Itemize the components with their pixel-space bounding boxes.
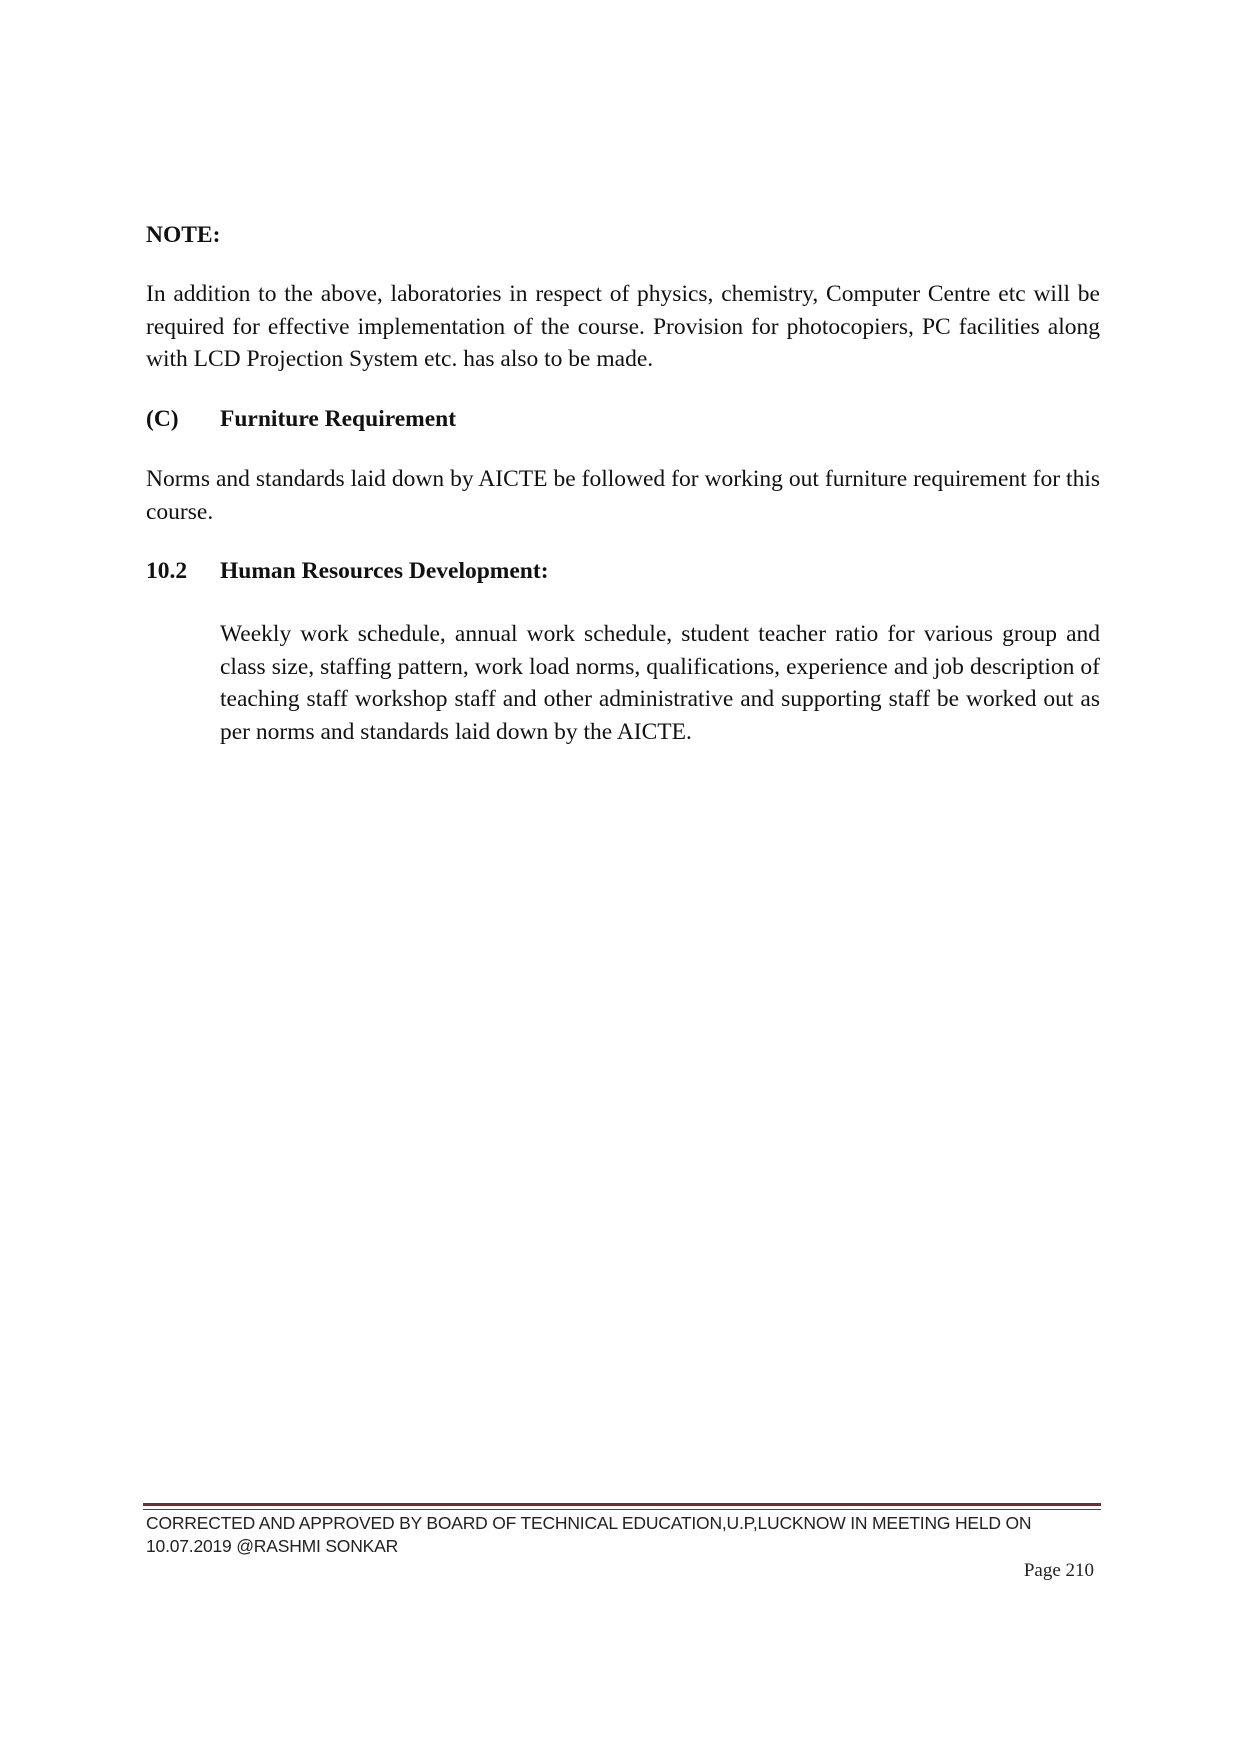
footer-divider-thick — [143, 1503, 1101, 1506]
section-10-2-title: Human Resources Development: — [220, 558, 549, 584]
section-c-number: (C) — [146, 406, 179, 432]
section-c-title: Furniture Requirement — [220, 406, 457, 432]
note-heading: NOTE: — [146, 222, 221, 248]
footer-divider-thin — [143, 1509, 1101, 1510]
page-number: Page 210 — [1023, 1560, 1094, 1581]
section-10-2-heading — [146, 555, 1100, 588]
footer-line-1: CORRECTED AND APPROVED BY BOARD OF TECHNICAL EDUCATION,U.P,LUCKNOW IN MEETING HELD ON — [146, 1513, 1032, 1533]
furniture-paragraph: Norms and standards laid down by AICTE be followed for working out furniture requirement for this course. — [146, 466, 1100, 525]
footer-approval-text — [146, 1512, 1106, 1558]
hrd-paragraph: Weekly work schedule, annual work schedule, student teacher ratio for various group and class size, staffing pattern, work load norms, qualifications, experience and job description of teaching staff workshop staff and other administrative and supporting staff be worked out as per norms and standards laid down by the AICTE. — [220, 621, 1100, 745]
note-paragraph: In addition to the above, laboratories in respect of physics, chemistry, Computer Centre etc will be required for effective implementation of the course. Provision for photocopiers, PC facilities along with LCD Projection System etc. has also to be made. — [146, 281, 1100, 372]
footer-line-2: 10.07.2019 @RASHMI SONKAR — [146, 1536, 399, 1556]
section-c-heading — [146, 403, 1100, 436]
section-10-2-number: 10.2 — [146, 558, 188, 584]
